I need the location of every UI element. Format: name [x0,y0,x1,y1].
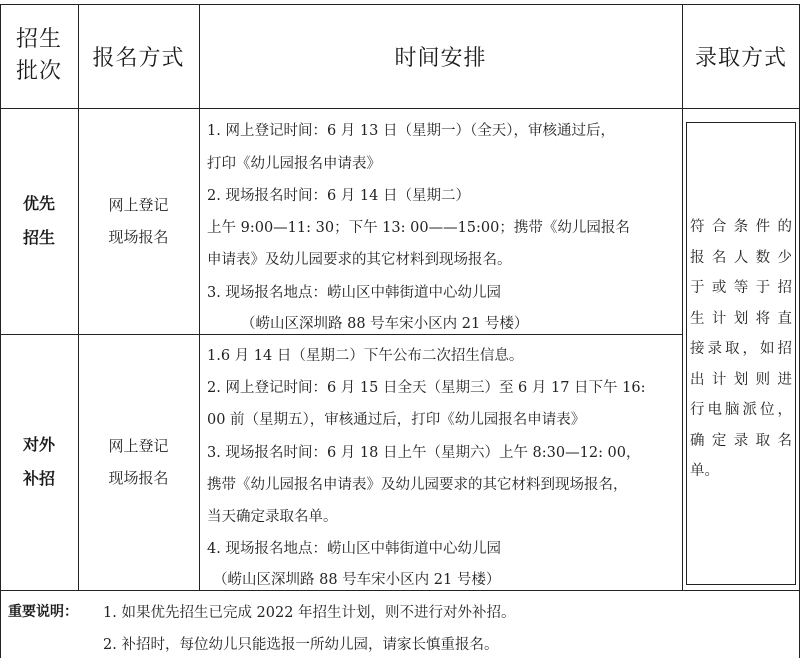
row2-schedule-line: 00 前（星期五），审核通过后，打印《幼儿园报名申请表》 [207,412,586,428]
admission-line: 确定录取名 [690,432,792,449]
row1-schedule-line: 申请表》及幼儿园要求的其它材料到现场报名。 [207,252,512,268]
row1-batch [0,108,78,334]
notes-line1: 1. 如果优先招生已完成 2022 年招生计划，则不进行对外补招。 [103,605,516,621]
row2-schedule-line: 3. 现场报名时间：6 月 18 日上午（星期六）上午 8:30—12: 00， [207,445,641,461]
row2-schedule-line: 4. 现场报名地点：崂山区中韩街道中心幼儿园 [207,541,501,557]
row2-batch-line2: 补招 [22,469,55,488]
header-batch-line1: 招生 [15,27,62,52]
admission-method-text [690,212,792,487]
admission-line: 单。 [690,463,719,479]
admission-line: 符合条件的 [690,219,792,235]
rule-table-bottom [0,590,800,591]
row1-schedule-line: 1. 网上登记时间：6 月 13 日（星期一）（全天），审核通过后， [207,123,615,139]
row1-schedule-line: 上午 9:00—11: 30；下午 13: 00——15:00；携带《幼儿园报名 [207,220,630,236]
admission-line: 报名人数少 [690,249,792,266]
admission-inner-left [686,122,687,584]
row2-batch-line1: 对外 [22,435,55,454]
row2-batch [0,334,78,590]
notes-line2: 2. 补招时，每位幼儿只能选报一所幼儿园，请家长慎重报名。 [103,637,499,653]
row1-schedule-line: （崂山区深圳路 88 号车宋小区内 21 号楼） [241,316,529,332]
row2-schedule-line: （崂山区深圳路 88 号车宋小区内 21 号楼） [213,572,501,588]
row2-schedule-line: 携带《幼儿园报名申请表》及幼儿园要求的其它材料到现场报名， [207,477,628,493]
row2-schedule-line: 当天确定录取名单。 [207,509,338,525]
row1-batch-line1: 优先 [22,194,55,213]
row1-method-line2: 现场报名 [108,228,169,246]
header-batch-line2: 批次 [15,59,62,84]
row2-method [78,334,199,590]
row1-method [78,108,199,334]
admission-inner-top [686,122,795,123]
header-schedule: 时间安排 [394,45,487,71]
admission-inner-bottom [686,584,796,585]
admission-line: 行电脑派位， [690,402,792,418]
admission-line: 于或等于招 [690,280,792,296]
row2-schedule-line: 1.6 月 14 日（星期二）下午公布二次招生信息。 [207,348,524,364]
row2-schedule-line: 2. 网上登记时间：6 月 15 日全天（星期三）至 6 月 17 日下午 16: [207,380,646,396]
header-admission: 录取方式 [694,45,787,71]
header-method: 报名方式 [92,45,185,71]
admission-inner-right [795,122,796,584]
row2-method-line1: 网上登记 [108,437,169,455]
row1-schedule-line: 3. 现场报名地点：崂山区中韩街道中心幼儿园 [207,285,501,301]
notes-label: 重要说明： [8,604,78,620]
row1-method-line1: 网上登记 [108,196,169,214]
admission-line: 接录取，如招 [690,341,792,357]
admission-line: 出计划则进 [690,371,792,388]
row1-schedule-line: 打印《幼儿园报名申请表》 [207,156,381,172]
header-batch [0,4,78,108]
row1-batch-line2: 招生 [22,228,55,247]
row2-method-line2: 现场报名 [108,469,169,487]
admission-line: 生计划将直 [690,310,792,327]
row1-schedule-line: 2. 现场报名时间：6 月 14 日（星期二） [207,188,470,204]
